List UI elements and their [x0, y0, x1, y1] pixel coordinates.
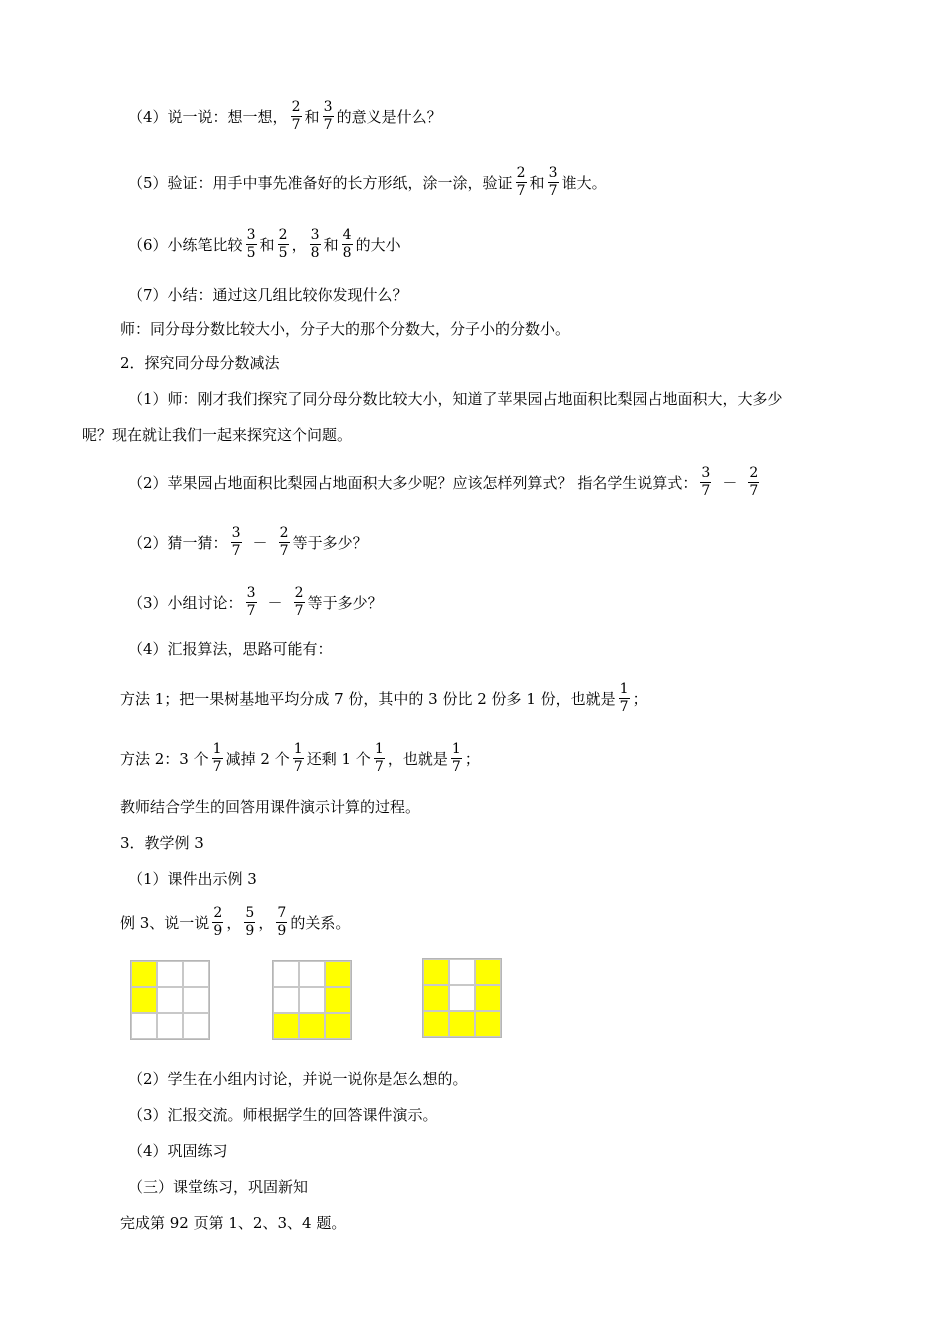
fraction-3-5: $\frac{3}{5}$: [246, 226, 256, 261]
grid-cell: [273, 961, 299, 987]
text: 谁大。: [561, 173, 607, 192]
fraction-2-7: $\frac{2}{7}$: [291, 98, 301, 133]
fraction-1-7: $\frac{1}{7}$: [451, 740, 461, 775]
text: （6）小练笔比较: [128, 235, 243, 254]
fraction-2-7: $\frac{2}{7}$: [294, 584, 304, 619]
s4-report-line: （4）汇报算法，思路可能有：: [128, 639, 333, 658]
teacher-summary: 师：同分母分数比较大小，分子大的那个分数大，分子小的分数小。: [120, 319, 571, 338]
fraction-1-7: $\frac{1}{7}$: [619, 680, 629, 715]
fraction-4-8: $\frac{4}{8}$: [342, 226, 352, 261]
grid-cell-shaded: [449, 1011, 475, 1037]
grid-cell: [157, 1013, 183, 1039]
section-3-heading: 3．教学例 3: [120, 833, 204, 852]
part-3-heading: （三）课堂练习，巩固新知: [128, 1177, 309, 1196]
method-1-line: [120, 676, 648, 720]
grid-cell-shaded: [299, 1013, 325, 1039]
grid-cell: [449, 985, 475, 1011]
grid-cell-shaded: [131, 961, 157, 987]
grid-cell: [299, 987, 325, 1013]
fraction-2-5: $\frac{2}{5}$: [278, 226, 288, 261]
grid-2-ninths: [130, 960, 210, 1040]
teacher-demo-line: 教师结合学生的回答用课件演示计算的过程。: [120, 797, 421, 816]
s3-discuss-line: [128, 580, 383, 624]
fraction-3-7: $\frac{3}{7}$: [231, 524, 241, 559]
s1-line-a: （1）师：刚才我们探究了同分母分数比较大小，知道了苹果园占地面积比梨园占地面积大，大多少: [128, 389, 783, 408]
grid-cell: [131, 1013, 157, 1039]
grid-cell-shaded: [475, 1011, 501, 1037]
text: （2）苹果园占地面积比梨园占地面积大多少呢？应该怎样列算式？ 指名学生说算式：: [128, 473, 698, 492]
text: 的意义是什么？: [336, 107, 442, 126]
grid-cell-shaded: [475, 985, 501, 1011]
text: ；: [632, 689, 648, 708]
minus-sign: －: [267, 593, 283, 612]
grid-cell-shaded: [325, 987, 351, 1013]
grid-cell: [183, 1013, 209, 1039]
fraction-3-7: $\frac{3}{7}$: [548, 164, 558, 199]
fraction-7-9: $\frac{7}{9}$: [277, 904, 287, 939]
grid-cell-shaded: [423, 1011, 449, 1037]
s2-guess-line: [128, 520, 368, 564]
grid-cell-shaded: [131, 987, 157, 1013]
grid-cell: [449, 959, 475, 985]
minus-sign: －: [252, 533, 268, 552]
grid-cell-shaded: [325, 961, 351, 987]
fraction-1-7: $\frac{1}{7}$: [293, 740, 303, 775]
example-4-line: （4）巩固练习: [128, 1141, 228, 1160]
text: 的关系。: [290, 913, 351, 932]
s2-equation-line: [128, 460, 762, 504]
text: 方法 1；把一果树基地平均分成 7 份，其中的 3 份比 2 份多 1 份，也就是: [120, 689, 616, 708]
fraction-2-7: $\frac{2}{7}$: [279, 524, 289, 559]
fraction-3-7: $\frac{3}{7}$: [323, 98, 333, 133]
fraction-2-7: $\frac{2}{7}$: [749, 464, 759, 499]
fraction-2-9: $\frac{2}{9}$: [213, 904, 223, 939]
text: 和: [259, 235, 275, 254]
text: 减掉 2 个: [225, 749, 290, 768]
minus-sign: －: [722, 473, 738, 492]
text: 和: [323, 235, 339, 254]
grid-cell-shaded: [325, 1013, 351, 1039]
grid-5-ninths: [272, 960, 352, 1040]
text: 等于多少？: [292, 533, 368, 552]
text: ，: [258, 913, 274, 932]
text: ；: [464, 749, 480, 768]
fraction-2-7: $\frac{2}{7}$: [516, 164, 526, 199]
text: 等于多少？: [307, 593, 383, 612]
example-3-line: [120, 900, 350, 944]
text: ，: [226, 913, 242, 932]
text: 的大小: [355, 235, 401, 254]
fraction-3-7: $\frac{3}{7}$: [701, 464, 711, 499]
text: （5）验证：用手中事先准备好的长方形纸，涂一涂，验证: [128, 173, 513, 192]
line-7-summary: （7）小结：通过这几组比较你发现什么？: [128, 285, 408, 304]
text: ，: [291, 235, 307, 254]
fraction-5-9: $\frac{5}{9}$: [245, 904, 255, 939]
grid-7-ninths: [422, 958, 502, 1038]
fraction-1-7: $\frac{1}{7}$: [212, 740, 222, 775]
line-5-verify: [128, 160, 607, 204]
grid-cell: [183, 987, 209, 1013]
text: 和: [529, 173, 545, 192]
example-1-line: （1）课件出示例 3: [128, 869, 257, 888]
fraction-1-7: $\frac{1}{7}$: [374, 740, 384, 775]
grid-cell-shaded: [475, 959, 501, 985]
text: 例 3、说一说: [120, 913, 210, 932]
line-6-compare: [128, 222, 401, 266]
example-2-line: （2）学生在小组内讨论，并说一说你是怎么想的。: [128, 1069, 468, 1088]
example-3-report-line: （3）汇报交流。师根据学生的回答课件演示。: [128, 1105, 438, 1124]
grid-cell-shaded: [423, 985, 449, 1011]
text: （3）小组讨论：: [128, 593, 243, 612]
text: （4）说一说：想一想，: [128, 107, 288, 126]
text: 方法 2：3 个: [120, 749, 209, 768]
grid-cell-shaded: [423, 959, 449, 985]
text: 和: [304, 107, 320, 126]
s1-line-b: 呢？现在就让我们一起来探究这个问题。: [82, 425, 353, 444]
text: 还剩 1 个: [306, 749, 371, 768]
grid-cell: [183, 961, 209, 987]
grid-cell-shaded: [273, 1013, 299, 1039]
finish-exercise-line: 完成第 92 页第 1、2、3、4 题。: [120, 1213, 347, 1232]
grid-cell: [299, 961, 325, 987]
text: ，也就是: [387, 749, 448, 768]
grid-cell: [157, 987, 183, 1013]
text: （2）猜一猜：: [128, 533, 228, 552]
section-2-heading: 2．探究同分母分数减法: [120, 353, 280, 372]
method-2-line: [120, 736, 480, 780]
grid-cell: [273, 987, 299, 1013]
fraction-3-8: $\frac{3}{8}$: [310, 226, 320, 261]
fraction-3-7: $\frac{3}{7}$: [246, 584, 256, 619]
line-4-meaning: [128, 94, 442, 138]
grid-cell: [157, 961, 183, 987]
